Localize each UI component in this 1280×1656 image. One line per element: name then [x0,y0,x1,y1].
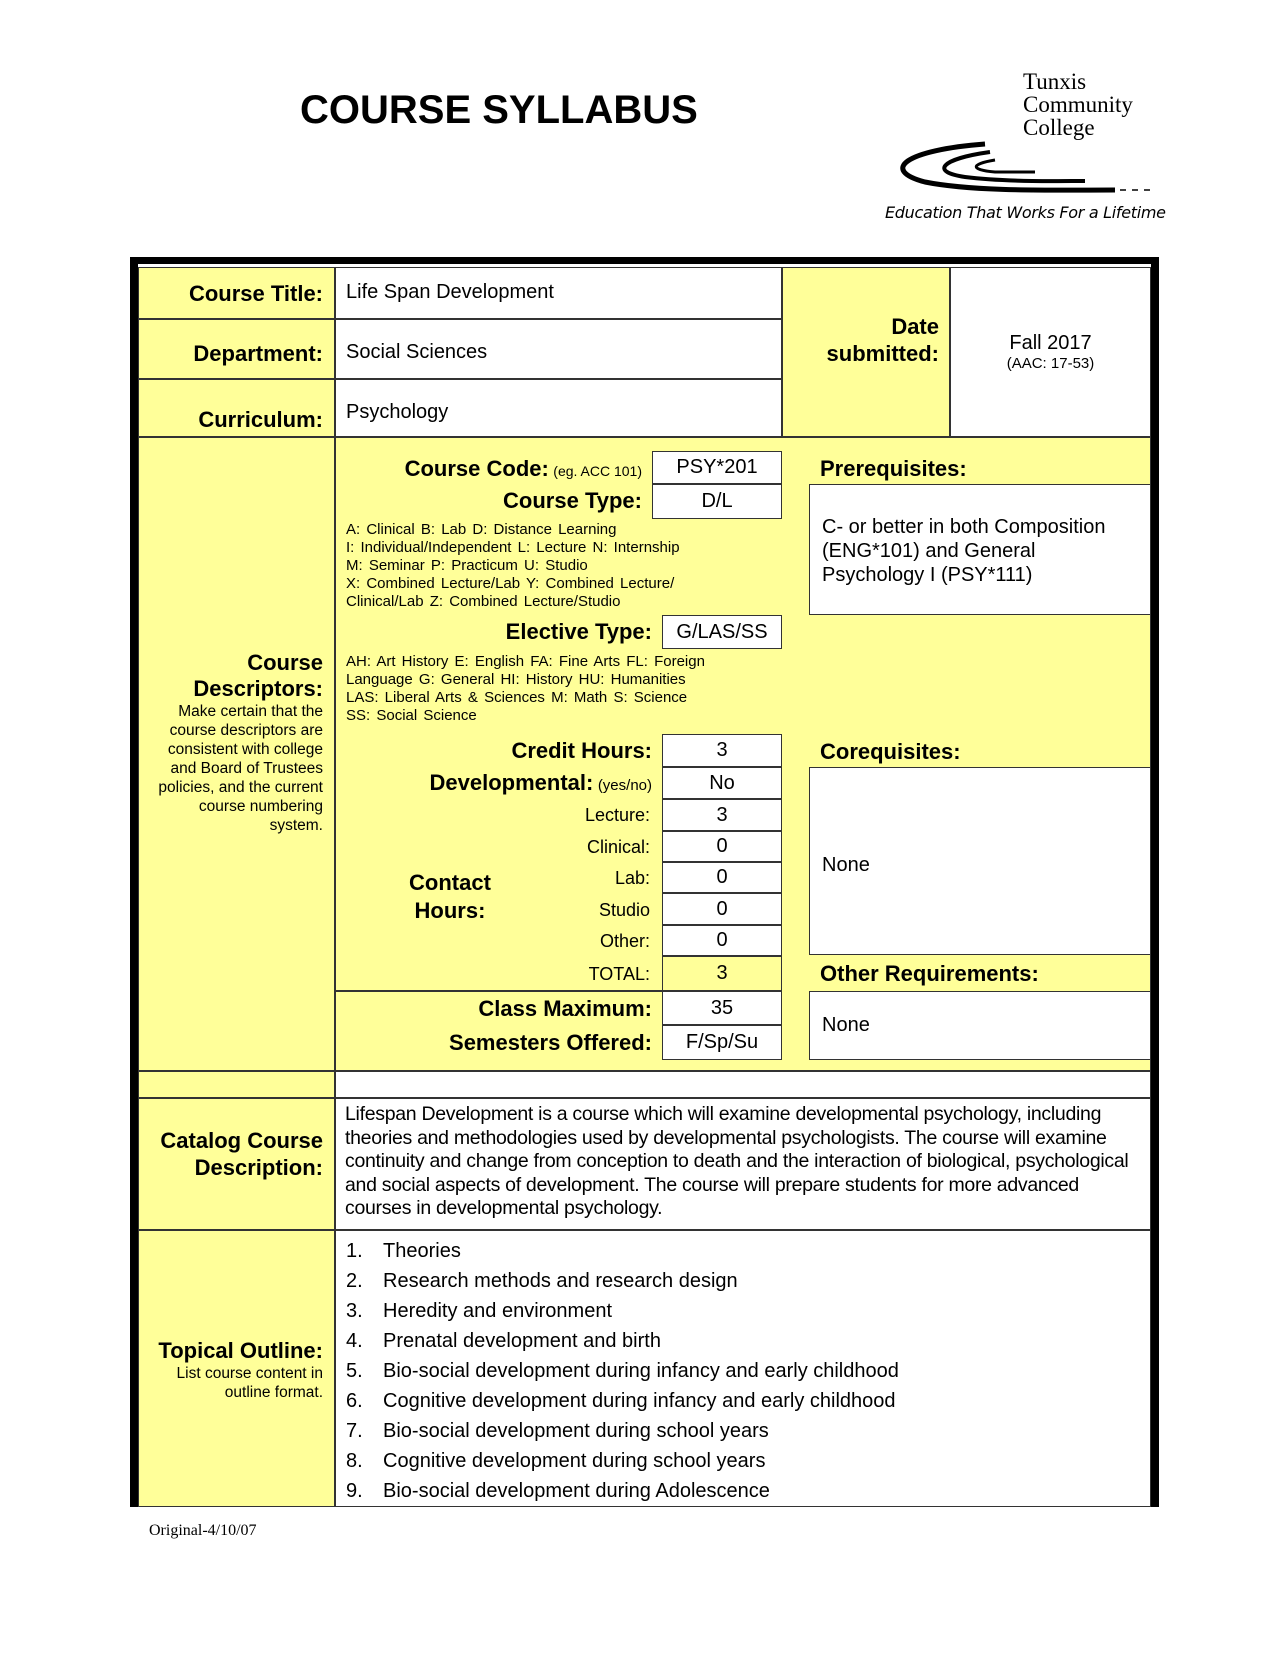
department-value: Social Sciences [346,341,488,363]
outline-item-text: Cognitive development during school years [383,1450,766,1472]
catalog-label-2: Description: [194,1155,323,1180]
outline-item-number: 6. [346,1390,363,1412]
aac-number: (AAC: 17-53) [1006,355,1095,372]
outline-item-text: Bio-social development during Adolescence [383,1480,770,1502]
outline-item [346,1266,899,1296]
course-title-value: Life Span Development [346,281,554,303]
catalog-label-1: Catalog Course [160,1128,323,1153]
outline-item-number: 5. [346,1360,363,1382]
other-requirements-value: None [809,991,1151,1060]
outline-item [346,1296,899,1326]
prerequisites-label: Prerequisites: [820,456,967,481]
date-submitted-label-2: submitted: [826,341,939,366]
outline-item-text: Bio-social development during school years [383,1420,769,1442]
outline-item-number: 1. [346,1240,363,1262]
other-label: Other: [599,931,650,951]
outline-item [346,1356,899,1386]
logo-line-3: College [1023,115,1095,140]
footer-version: Original-4/10/07 [149,1522,257,1539]
clinical-label: Clinical: [586,837,650,857]
outline-item-text: Cognitive development during infancy and early childhood [383,1390,896,1412]
lecture-label: Lecture: [584,805,650,825]
outline-item [346,1416,899,1446]
topical-outline-note: List course content in outline format. [176,1365,323,1401]
outline-item-text: Bio-social development during infancy and early childhood [383,1360,899,1382]
outline-item-number: 9. [346,1480,363,1502]
lab-value: 0 [662,862,782,893]
elective-type-value: G/LAS/SS [662,615,782,649]
outline-item-text: Research methods and research design [383,1270,738,1292]
course-descriptors-note: Make certain that the course descriptors are consistent with college and Board of Trustees policies, and the current course numbering system. [158,703,323,834]
other-requirements-label: Other Requirements: [820,961,1039,986]
logo-swoosh-icon [885,140,1155,196]
prerequisites-value: C- or better in both Composition (ENG*101) and General Psychology I (PSY*111) [809,484,1151,615]
logo-line-1: Tunxis [1023,69,1087,94]
outline-item-number: 4. [346,1330,363,1352]
topical-outline-list [346,1236,899,1506]
class-maximum-label: Class Maximum: [478,996,652,1021]
studio-value: 0 [662,893,782,925]
outline-item-text: Theories [383,1240,461,1262]
course-type-value: D/L [652,484,782,519]
catalog-description: Lifespan Development is a course which will examine developmental psychology, including theories and methodologies used by developmental psychologists. The course will examine continuity and change from conception to death and the interaction of biological, psychological and social aspects of development. The course will prepare students for more advanced courses in developmental psychology. [345,1103,1129,1219]
developmental-hint: (yes/no) [597,777,652,794]
credit-hours-value: 3 [662,734,782,767]
outline-item [346,1386,899,1416]
clinical-value: 0 [662,831,782,862]
total-value: 3 [662,956,782,991]
course-type-label: Course Type: [503,488,642,513]
semesters-offered-label: Semesters Offered: [449,1030,652,1055]
corequisites-label: Corequisites: [820,739,961,764]
class-maximum-value: 35 [662,991,782,1025]
contact-hours-label-2: Hours: [414,898,486,923]
curriculum-value: Psychology [346,401,449,423]
elective-type-legend: AH: Art History E: English FA: Fine Arts FL: Foreign Language G: General HI: History HU: Humanities LAS: Liberal Arts & Sciences M: Math S: Science SS: Social Science [346,653,705,724]
logo-line-2: Community [1023,92,1133,117]
corequisites-value: None [809,767,1151,955]
course-title-label: Course Title: [188,281,323,306]
semesters-offered-value: F/Sp/Su [662,1025,782,1060]
curriculum-label: Curriculum: [198,407,323,432]
outline-item-number: 7. [346,1420,363,1442]
outline-item [346,1236,899,1266]
outline-item-number: 2. [346,1270,363,1292]
course-code-value: PSY*201 [652,451,782,484]
course-descriptors-label-2: Descriptors: [193,676,323,701]
date-submitted-label-1: Date [891,314,939,339]
college-logo [880,70,1170,225]
other-value: 0 [662,925,782,956]
topical-outline-label: Topical Outline: [158,1338,323,1363]
outline-item [346,1446,899,1476]
outline-item-text: Heredity and environment [383,1300,613,1322]
course-code-hint: (eg. ACC 101) [553,463,642,479]
outline-item-number: 8. [346,1450,363,1472]
page-title: COURSE SYLLABUS [300,88,698,132]
developmental-label: Developmental: [429,770,594,795]
department-label: Department: [193,341,323,366]
total-label: TOTAL: [588,964,650,984]
credit-hours-label: Credit Hours: [511,738,652,763]
logo-tagline: Education That Works For a Lifetime [885,203,1166,222]
outline-item [346,1476,899,1506]
outline-item-text: Prenatal development and birth [383,1330,661,1352]
course-type-legend: A: Clinical B: Lab D: Distance Learning I: Individual/Independent L: Lecture N: Internship M: Seminar P: Practicum U: Studio X: Combined Lecture/Lab Y: Combined Lecture/ Clinical/Lab Z: Combined Lecture/Studio [346,521,680,610]
date-submitted-value: Fall 2017 [1009,332,1092,354]
course-descriptors-label-1: Course [247,650,323,675]
outline-item-number: 3. [346,1300,363,1322]
contact-hours-label-1: Contact [409,870,491,895]
studio-label: Studio [598,900,650,920]
course-code-label: Course Code: [404,456,549,481]
developmental-value: No [662,767,782,799]
lab-label: Lab: [614,868,650,888]
elective-type-label: Elective Type: [505,619,652,644]
outline-item [346,1326,899,1356]
lecture-value: 3 [662,799,782,831]
